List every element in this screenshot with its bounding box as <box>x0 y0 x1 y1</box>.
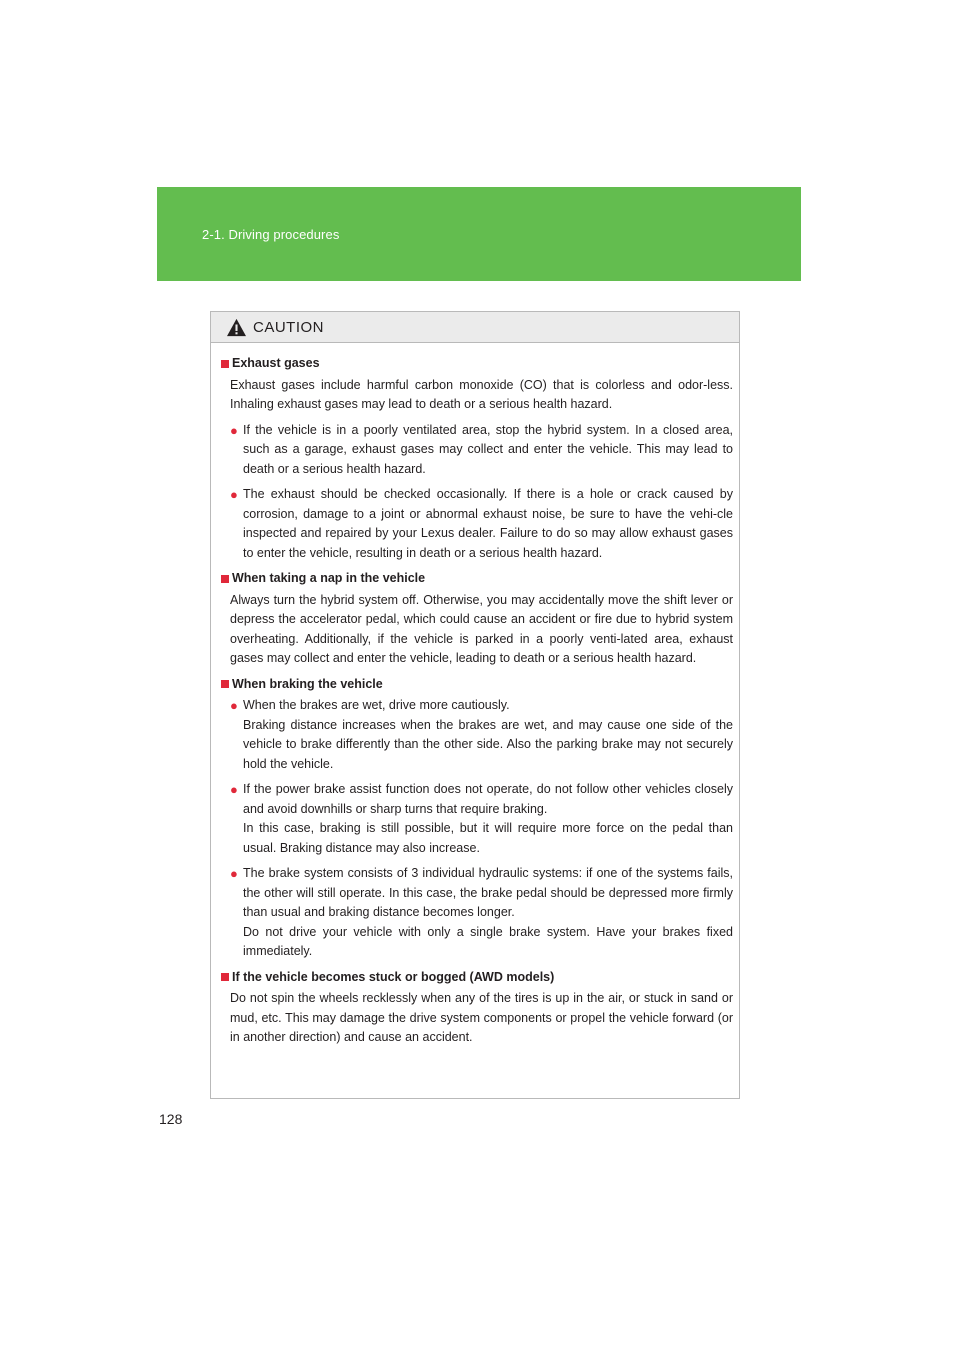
caution-header <box>211 312 739 343</box>
topic-paragraph: Always turn the hybrid system off. Otherwise, you may accidentally move the shift lever or depress the accelerator pedal, which could cause an accident or fire due to hybrid system overheating. Additionally, if the vehicle is parked in a poorly venti-lated area, exhaust gases may collect and enter the vehicle, leading to death or a serious health hazard. <box>230 592 733 665</box>
list-item <box>230 485 733 563</box>
list-item-text: The exhaust should be checked occasionally. If there is a hole or crack caused by corrosion, damage to a joint or abnormal exhaust noise, be sure to have the vehi-cle inspected and repaired by your Lexus dealer. Failure to do so may allow exhaust gases to enter the vehicle, resulting in death or a serious health hazard. <box>243 487 733 560</box>
topic-heading <box>221 569 733 589</box>
list-item-text <box>243 864 733 962</box>
list-item-text: If the vehicle is in a poorly ventilated area, stop the hybrid system. In a closed area, such as a garage, exhaust gases may collect and enter the vehicle. This may lead to death or a serious health hazard. <box>243 422 733 476</box>
round-bullet-icon: ● <box>230 866 238 881</box>
warning-triangle-icon <box>226 318 247 337</box>
list-item-text <box>243 780 733 858</box>
topic-exhaust-gases <box>221 354 733 563</box>
topic-title: When taking a nap in the vehicle <box>232 571 426 585</box>
section-label: 2-1. Driving procedures <box>202 227 340 242</box>
square-bullet-icon <box>221 360 229 368</box>
topic-heading <box>221 354 733 374</box>
topic-nap-in-vehicle <box>221 569 733 669</box>
list-item-text <box>243 696 733 774</box>
caution-title: CAUTION <box>253 318 324 336</box>
list-item-line: Braking distance increases when the brakes are wet, and may cause one side of the vehicle to brake differently than the other side. Also the parking brake may not securely hold the vehicle. <box>243 717 733 771</box>
topic-paragraph: Do not spin the wheels recklessly when any of the tires is up in the air, or stuck in sand or mud, etc. This may damage the drive system components or propel the vehicle forward (or in another direction) and cause an accident. <box>230 991 733 1044</box>
topic-title: Exhaust gases <box>232 356 320 370</box>
topic-title: If the vehicle becomes stuck or bogged (AWD models) <box>232 969 555 984</box>
list-item <box>230 780 733 858</box>
caution-box <box>210 311 740 1099</box>
topic-heading <box>221 675 733 695</box>
list-item-line: When the brakes are wet, drive more cautiously. <box>243 698 510 712</box>
list-item <box>230 421 733 480</box>
round-bullet-icon: ● <box>230 698 238 713</box>
list-item-line: In this case, braking is still possible, but it will require more force on the pedal than usual. Braking distance may also increase. <box>243 821 733 855</box>
list-item-line: The brake system consists of 3 individual hydraulic systems: if one of the systems fails, the other will still operate. In this case, the brake pedal should be depressed more firmly than usual and braking distance becomes longer. <box>243 866 733 919</box>
section-header-bar <box>157 187 801 281</box>
list-item-line: Do not drive your vehicle with only a single brake system. Have your brakes fixed immediately. <box>243 924 733 958</box>
list-item-line: If the power brake assist function does not operate, do not follow other vehicles closely and avoid downhills or sharp turns that require braking. <box>243 782 733 816</box>
topic-braking <box>221 675 733 962</box>
square-bullet-icon <box>221 575 229 583</box>
square-bullet-icon <box>221 973 229 981</box>
topic-stuck-vehicle <box>221 968 733 1048</box>
page-number: 128 <box>159 1111 183 1127</box>
round-bullet-icon: ● <box>230 782 238 797</box>
topic-paragraph: Exhaust gases include harmful carbon monoxide (CO) that is colorless and odor-less. Inhaling exhaust gases may lead to death or a serious health hazard. <box>230 377 733 411</box>
topic-title: When braking the vehicle <box>232 676 383 691</box>
round-bullet-icon: ● <box>230 422 238 438</box>
list-item <box>230 864 733 962</box>
topic-heading <box>221 968 733 988</box>
square-bullet-icon <box>221 680 229 688</box>
round-bullet-icon: ● <box>230 487 238 502</box>
list-item <box>230 696 733 774</box>
caution-body <box>211 343 739 1048</box>
